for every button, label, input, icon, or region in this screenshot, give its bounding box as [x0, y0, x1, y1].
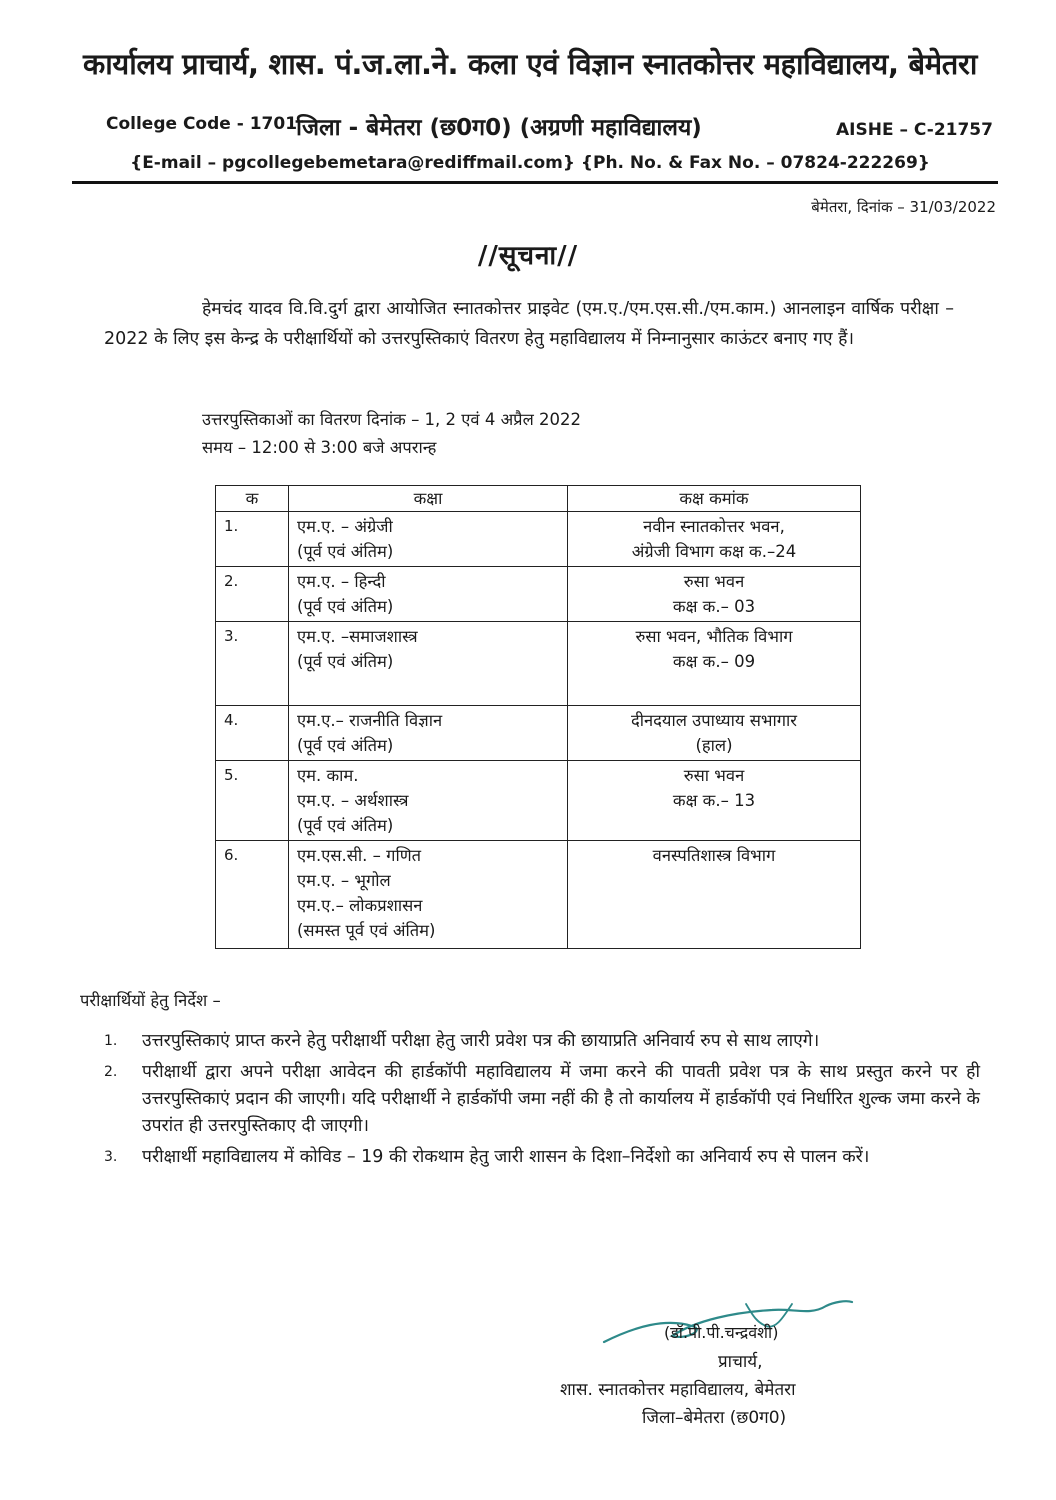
room-line: कक्ष क.– 03 — [672, 597, 756, 616]
room-line: वनस्पतिशास्त्र विभाग — [652, 846, 776, 865]
row-class — [289, 706, 568, 761]
class-line: एम.ए. –समाजशास्त्र — [297, 627, 418, 646]
room-line: रुसा भवन — [683, 572, 745, 591]
row-room — [568, 567, 861, 622]
district-line: जिला - बेमेतरा (छ0ग0) (अग्रणी महाविद्यालय) — [296, 115, 702, 141]
class-line: (पूर्व एवं अंतिम) — [297, 597, 394, 616]
room-line: रुसा भवन, भौतिक विभाग — [635, 627, 793, 646]
class-line: (पूर्व एवं अंतिम) — [297, 736, 394, 755]
list-item — [104, 1144, 980, 1171]
row-serial: 6. — [216, 841, 289, 949]
room-line: कक्ष क.– 09 — [672, 652, 756, 671]
table-row — [216, 706, 861, 761]
room-line: रुसा भवन — [683, 766, 745, 785]
item-number: 2. — [104, 1064, 118, 1080]
table-row — [216, 622, 861, 706]
row-room — [568, 622, 861, 706]
table-header-row — [216, 486, 861, 512]
class-line: एम.ए. – भूगोल — [297, 871, 391, 890]
item-number: 3. — [104, 1149, 118, 1165]
class-line: एम.ए.– राजनीति विज्ञान — [297, 711, 443, 730]
row-class — [289, 567, 568, 622]
class-line: (पूर्व एवं अंतिम) — [297, 816, 394, 835]
instructions-heading: परीक्षार्थियों हेतु निर्देश – — [80, 991, 221, 1010]
class-line: (पूर्व एवं अंतिम) — [297, 652, 394, 671]
header-serial: क — [216, 486, 289, 512]
class-line: एम.ए. – अंग्रेजी — [297, 517, 393, 536]
item-text: परीक्षार्थी द्वारा अपने परीक्षा आवेदन की हार्डकॉपी महाविद्यालय में जमा करने की पावती प्रवेश पत्र के साथ प्रस्तुत करने पर ही उत्तरपुस्तिकाएं प्रदान की जाएगी। यदि परीक्षार्थी ने हार्डकॉपी जमा नहीं की है तो कार्यालय में हार्डकॉपी एवं निर्धारित शुल्क जमा करने के उपरांत ही उत्तरपुस्तिकाए दी जाएगी। — [142, 1062, 980, 1136]
distribution-info — [202, 406, 581, 462]
signatory-district: जिला–बेमेतरा (छ0ग0) — [642, 1408, 787, 1428]
room-line: (हाल) — [695, 736, 733, 755]
class-line: एम. काम. — [297, 766, 359, 785]
contact-line: {E-mail – pgcollegebemetara@rediffmail.com} {Ph. No. & Fax No. – 07824-222269} — [130, 153, 930, 173]
room-line: नवीन स्नातकोत्तर भवन, — [643, 517, 785, 536]
header-room: कक्ष कमांक — [568, 486, 861, 512]
distribution-time: समय – 12:00 से 3:00 बजे अपरान्ह — [202, 438, 437, 457]
row-serial: 4. — [216, 706, 289, 761]
class-line: (समस्त पूर्व एवं अंतिम) — [297, 921, 436, 940]
header-class: कक्षा — [289, 486, 568, 512]
row-class — [289, 841, 568, 949]
room-line: कक्ष क.– 13 — [672, 791, 756, 810]
list-item — [104, 1059, 980, 1140]
notice-title: //सूचना// — [477, 241, 579, 271]
row-serial: 2. — [216, 567, 289, 622]
row-room — [568, 761, 861, 841]
class-line: एम.ए. – अर्थशास्त्र — [297, 791, 409, 810]
row-class — [289, 761, 568, 841]
room-line: दीनदयाल उपाध्याय सभागार — [630, 711, 798, 730]
table-row — [216, 567, 861, 622]
row-class — [289, 622, 568, 706]
row-serial: 3. — [216, 622, 289, 706]
class-line: एम.ए.– लोकप्रशासन — [297, 896, 423, 915]
table-row — [216, 841, 861, 949]
row-room — [568, 706, 861, 761]
signatory-name: (डॉ.पी.पी.चन्द्रवंशी) — [664, 1323, 779, 1342]
class-line: एम.एस.सी. – गणित — [297, 846, 422, 865]
college-code: College Code - 1701 — [106, 114, 298, 134]
row-serial: 5. — [216, 761, 289, 841]
counter-table — [215, 485, 861, 949]
distribution-dates: उत्तरपुस्तिकाओं का वितरण दिनांक – 1, 2 एवं 4 अप्रैल 2022 — [202, 410, 581, 429]
office-title: कार्यालय प्राचार्य, शास. पं.ज.ला.ने. कला एवं विज्ञान स्नातकोत्तर महाविद्यालय, बेमेतरा — [82, 47, 978, 81]
row-room — [568, 841, 861, 949]
table-row — [216, 761, 861, 841]
aishe-code: AISHE – C-21757 — [836, 120, 993, 140]
list-item — [104, 1028, 980, 1055]
date-line: बेमेतरा, दिनांक – 31/03/2022 — [811, 198, 996, 216]
intro-paragraph: हेमचंद यादव वि.वि.दुर्ग द्वारा आयोजित स्नातकोत्तर प्राइवेट (एम.ए./एम.एस.सी./एम.काम.) आनलाइन वार्षिक परीक्षा – 2022 के लिए इस केन्द्र के परीक्षार्थियों को उत्तरपुस्तिकाएं वितरण हेतु महाविद्यालय में निम्नानुसार काऊंटर बनाए गए हैं। — [104, 299, 954, 349]
signatory-designation: प्राचार्य, — [718, 1352, 763, 1372]
class-line: (पूर्व एवं अंतिम) — [297, 542, 394, 561]
signatory-college: शास. स्नातकोत्तर महाविद्यालय, बेमेतरा — [560, 1380, 796, 1400]
row-room — [568, 512, 861, 567]
item-text: उत्तरपुस्तिकाएं प्राप्त करने हेतु परीक्षार्थी परीक्षा हेतु जारी प्रवेश पत्र की छायाप्रति अनिवार्य रुप से साथ लाएगे। — [142, 1031, 820, 1051]
table-row — [216, 512, 861, 567]
room-line: अंग्रेजी विभाग कक्ष क.–24 — [631, 542, 797, 561]
item-number: 1. — [104, 1033, 118, 1049]
row-class — [289, 512, 568, 567]
header-divider — [72, 181, 998, 184]
instructions-list — [104, 1028, 980, 1175]
item-text: परीक्षार्थी महाविद्यालय में कोविड – 19 की रोकथाम हेतु जारी शासन के दिशा–निर्देशो का अनिवार्य रुप से पालन करें। — [142, 1147, 870, 1167]
row-serial: 1. — [216, 512, 289, 567]
class-line: एम.ए. – हिन्दी — [297, 572, 386, 591]
